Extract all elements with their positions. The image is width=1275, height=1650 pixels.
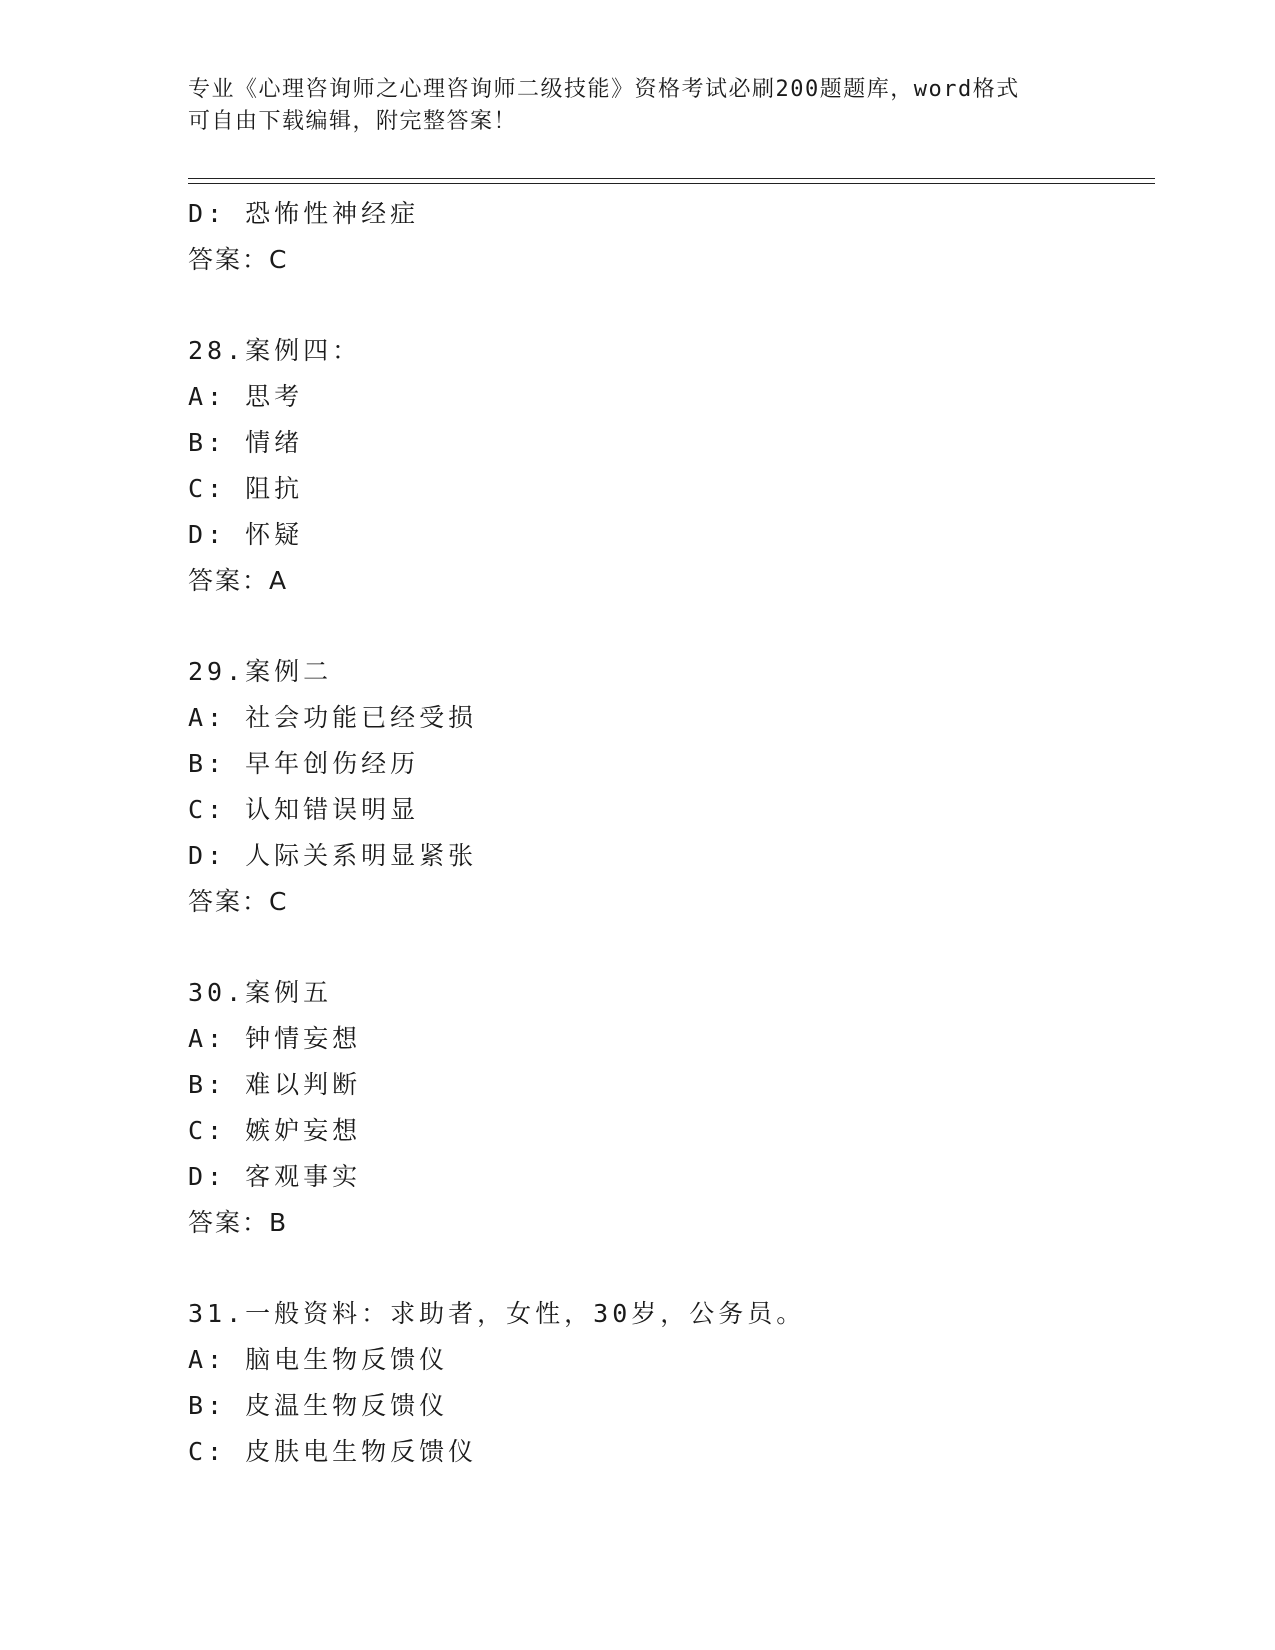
header-divider-top (188, 178, 1155, 179)
option-b: B: 难以判断 (188, 1070, 362, 1099)
document-header (188, 74, 1068, 138)
question-title: 29.案例二 (188, 657, 333, 686)
header-line-2: 可自由下载编辑，附完整答案！ (188, 109, 518, 134)
answer-line: 答案：C (188, 245, 289, 274)
option-d: D: 人际关系明显紧张 (188, 841, 478, 870)
option-b: B: 早年创伤经历 (188, 749, 420, 778)
question-28 (188, 328, 1148, 604)
option-d: D: 怀疑 (188, 520, 304, 549)
option-a: A: 脑电生物反馈仪 (188, 1345, 449, 1374)
option-b: B: 皮温生物反馈仪 (188, 1391, 449, 1420)
option-b: B: 情绪 (188, 428, 304, 457)
option-a: A: 社会功能已经受损 (188, 703, 478, 732)
question-30 (188, 970, 1148, 1246)
question-title: 30.案例五 (188, 978, 333, 1007)
option-c: C: 阻抗 (188, 474, 304, 503)
question-list (188, 191, 1148, 1475)
option-c: C: 嫉妒妄想 (188, 1116, 362, 1145)
header-divider-bottom (188, 183, 1155, 184)
header-line-1: 专业《心理咨询师之心理咨询师二级技能》资格考试必刷200题题库，word格式 (188, 77, 1020, 102)
option-a: A: 钟情妄想 (188, 1024, 362, 1053)
option-d: D: 恐怖性神经症 (188, 199, 420, 228)
question-title: 31.一般资料：求助者，女性，30岁，公务员。 (188, 1299, 806, 1328)
answer-line: 答案：A (188, 566, 289, 595)
question-29 (188, 649, 1148, 925)
option-c: C: 认知错误明显 (188, 795, 420, 824)
question-31 (188, 1291, 1148, 1475)
option-c: C: 皮肤电生物反馈仪 (188, 1437, 478, 1466)
option-a: A: 思考 (188, 382, 304, 411)
answer-line: 答案：C (188, 887, 289, 916)
question-title: 28.案例四： (188, 336, 362, 365)
option-d: D: 客观事实 (188, 1162, 362, 1191)
answer-line: 答案：B (188, 1208, 289, 1237)
